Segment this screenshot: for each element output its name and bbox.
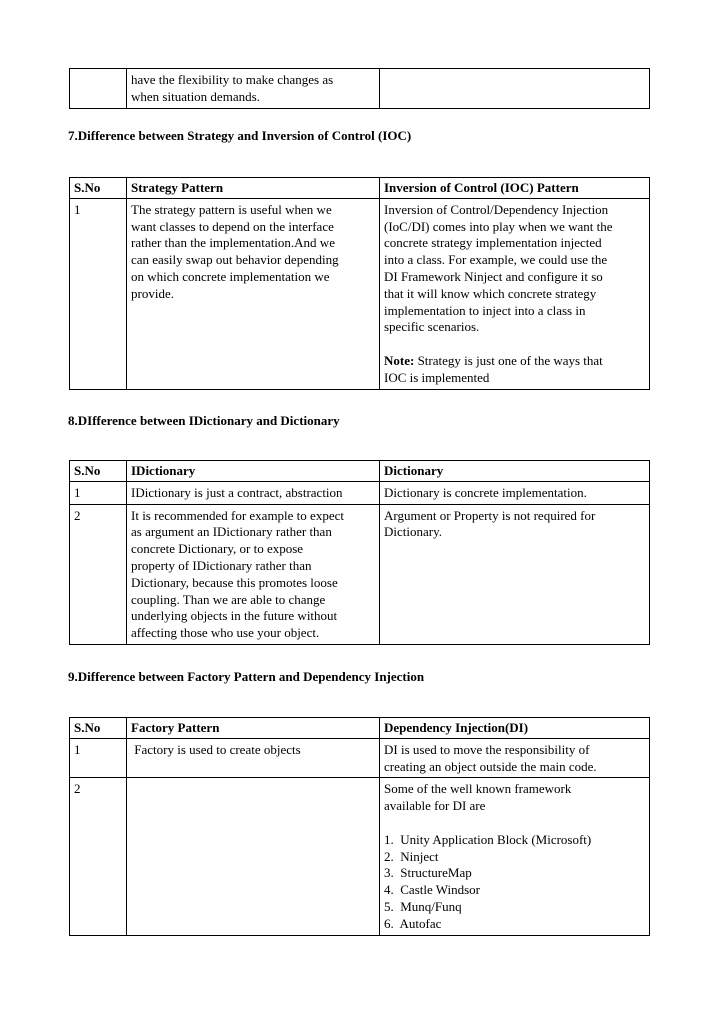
table-row bbox=[70, 738, 650, 778]
sno-cell: 1 bbox=[70, 198, 127, 389]
header-sno: S.No bbox=[70, 461, 127, 482]
note-line: Note: Strategy is just one of the ways that bbox=[384, 352, 603, 368]
description-cell: have the flexibility to make changes as when situation demands. bbox=[127, 69, 380, 109]
sno-cell: 1 bbox=[70, 481, 127, 504]
table-row bbox=[70, 481, 650, 504]
section-7-title: 7.Difference between Strategy and Inversion of Control (IOC) bbox=[68, 128, 412, 143]
header-strategy: Strategy Pattern bbox=[127, 178, 380, 199]
header-sno: S.No bbox=[70, 178, 127, 199]
header-dictionary: Dictionary bbox=[380, 461, 650, 482]
list-item: 1. Unity Application Block (Microsoft) bbox=[384, 831, 592, 847]
strategy-cell: The strategy pattern is useful when we want classes to depend on the interface rather than the implementation.And we can easily swap out behavior depending on which concrete implementation we provide. bbox=[127, 198, 380, 389]
header-ioc: Inversion of Control (IOC) Pattern bbox=[380, 178, 650, 199]
table-section9 bbox=[69, 717, 650, 936]
dictionary-cell: Argument or Property is not required for Dictionary. bbox=[380, 504, 650, 644]
header-factory: Factory Pattern bbox=[127, 718, 380, 739]
list-item: 5. Munq/Funq bbox=[384, 898, 462, 914]
header-idictionary: IDictionary bbox=[127, 461, 380, 482]
section-8-title: 8.DIfference between IDictionary and Dictionary bbox=[68, 413, 340, 428]
dictionary-cell: Dictionary is concrete implementation. bbox=[380, 481, 650, 504]
list-item: 3. StructureMap bbox=[384, 865, 472, 881]
table-row bbox=[70, 198, 650, 389]
ioc-cell: Inversion of Control/Dependency Injection (IoC/DI) comes into play when we want the concrete strategy implementation injected into a class. For example, we could use the DI Framework Ninject and configure it so that it will know which concrete strategy implementation to inject into a class in specific scenarios. Note: Strategy is just one of the ways that IOC is implemented bbox=[380, 198, 650, 389]
table-row bbox=[70, 504, 650, 644]
note-label: Note: bbox=[384, 352, 415, 368]
di-cell: DI is used to move the responsibility of creating an object outside the main code. bbox=[380, 738, 650, 778]
header-di: Dependency Injection(DI) bbox=[380, 718, 650, 739]
section-9-title: 9.Difference between Factory Pattern and Dependency Injection bbox=[68, 669, 425, 684]
sno-cell: 2 bbox=[70, 778, 127, 935]
list-item: 2. Ninject bbox=[384, 848, 439, 864]
description-cell bbox=[380, 69, 650, 109]
sno-cell: 1 bbox=[70, 738, 127, 778]
table-section8 bbox=[69, 460, 650, 645]
sno-cell: 2 bbox=[70, 504, 127, 644]
table-header-row bbox=[70, 461, 650, 482]
table-header-row bbox=[70, 718, 650, 739]
sno-cell bbox=[70, 69, 127, 109]
list-item: 4. Castle Windsor bbox=[384, 882, 481, 898]
list-item: 6. Autofac bbox=[384, 915, 442, 931]
table-row bbox=[70, 778, 650, 935]
table-section7 bbox=[69, 177, 650, 390]
header-sno: S.No bbox=[70, 718, 127, 739]
table-row bbox=[70, 69, 650, 109]
factory-cell bbox=[127, 778, 380, 935]
table-section6-tail bbox=[69, 68, 650, 109]
factory-cell: Factory is used to create objects bbox=[127, 738, 380, 778]
di-cell: Some of the well known framework available for DI are 1. Unity Application Block (Microsoft) 2. Ninject 3. StructureMap 4. Castle Windsor 5. Munq/Funq 6. Autofac bbox=[380, 778, 650, 935]
table-header-row bbox=[70, 178, 650, 199]
idictionary-cell: It is recommended for example to expect as argument an IDictionary rather than concrete Dictionary, or to expose property of IDictionary rather than Dictionary, because this promotes loose coupling. Than we are able to change underlying objects in the future without affecting those who use your object. bbox=[127, 504, 380, 644]
idictionary-cell: IDictionary is just a contract, abstraction bbox=[127, 481, 380, 504]
